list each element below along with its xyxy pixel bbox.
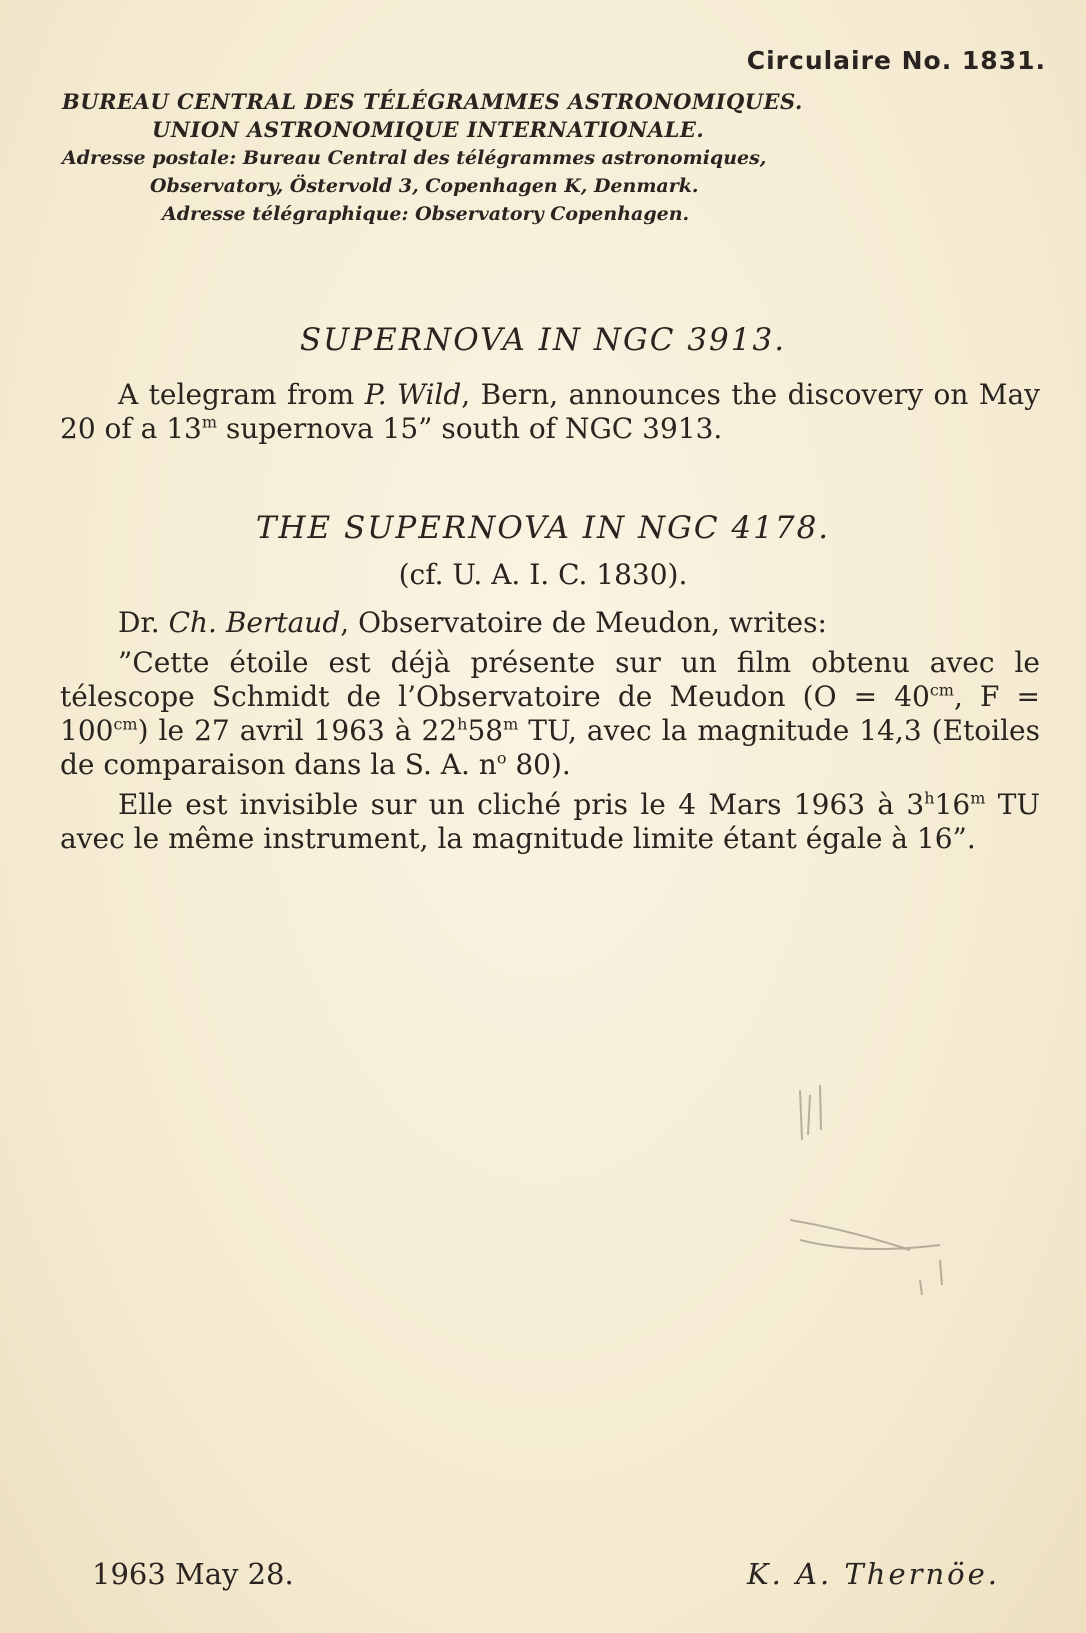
text-span: A telegram from [118, 378, 365, 411]
footer-date: 1963 May 28. [92, 1557, 294, 1591]
section2-quote [60, 646, 1040, 782]
superscript: cm [113, 714, 138, 734]
text-span: ) le 27 avril 1963 à 22 [137, 714, 458, 747]
superscript: h [457, 714, 468, 734]
header-telegraphic-address: Adresse télégraphique: Observatory Copenhagen. [162, 203, 690, 225]
superscript: m [503, 714, 519, 734]
text-span: , Bern, announces the discovery on May 20 of a 13 [60, 378, 1040, 445]
faded-stamp-mark [790, 1080, 970, 1300]
text-span: , Observatoire de Meudon, writes: [340, 606, 827, 639]
text-span: 80). [506, 748, 571, 781]
text-span: ”Cette étoile est déjà présente sur un film obtenu avec le télescope Schmidt de l’Observatoire de Meudon (O = 40 [60, 646, 1040, 713]
circular-number: Circulaire No. 1831. [746, 46, 1046, 75]
text-span: supernova 15” south of NGC 3913. [217, 412, 723, 445]
section2-observation [60, 788, 1040, 856]
text-span: , F = 100 [60, 680, 1040, 747]
header-postal-address: Adresse postale: Bureau Central des télégrammes astronomiques, [62, 147, 767, 169]
section2-title: THE SUPERNOVA IN NGC 4178. [255, 510, 831, 546]
author-name: Ch. Bertaud [168, 606, 341, 639]
text-span: 16 [934, 788, 971, 821]
text-span: TU avec le même instrument, la magnitude limite étant égale à 16”. [60, 788, 1040, 855]
header-street-address: Observatory, Östervold 3, Copenhagen K, Denmark. [150, 175, 699, 197]
superscript: m [970, 788, 986, 808]
section1-paragraph [60, 378, 1040, 446]
header-union-name: UNION ASTRONOMIQUE INTERNATIONALE. [152, 117, 705, 142]
text-span: TU, avec la magnitude 14,3 (Etoiles de comparaison dans la S. A. n [60, 714, 1040, 781]
text-span: 58 [467, 714, 504, 747]
text-span: Elle est invisible sur un cliché pris le 4 Mars 1963 à 3 [118, 788, 925, 821]
section2-body [60, 606, 1040, 856]
section1-body [60, 378, 1040, 446]
discoverer-name: P. Wild [364, 378, 462, 411]
footer-signature: K. A. Thernöe. [746, 1557, 1000, 1591]
header-bureau-name: BUREAU CENTRAL DES TÉLÉGRAMMES ASTRONOMIQUES. [62, 89, 803, 114]
section2-intro [60, 606, 1040, 640]
bureau-header [40, 88, 900, 228]
superscript: o [496, 748, 507, 768]
superscript: cm [929, 680, 954, 700]
superscript: m [201, 412, 218, 432]
superscript: h [924, 788, 935, 808]
text-span: Dr. [118, 606, 169, 639]
section2-crossref: (cf. U. A. I. C. 1830). [398, 558, 688, 591]
section1-title: SUPERNOVA IN NGC 3913. [299, 322, 787, 358]
